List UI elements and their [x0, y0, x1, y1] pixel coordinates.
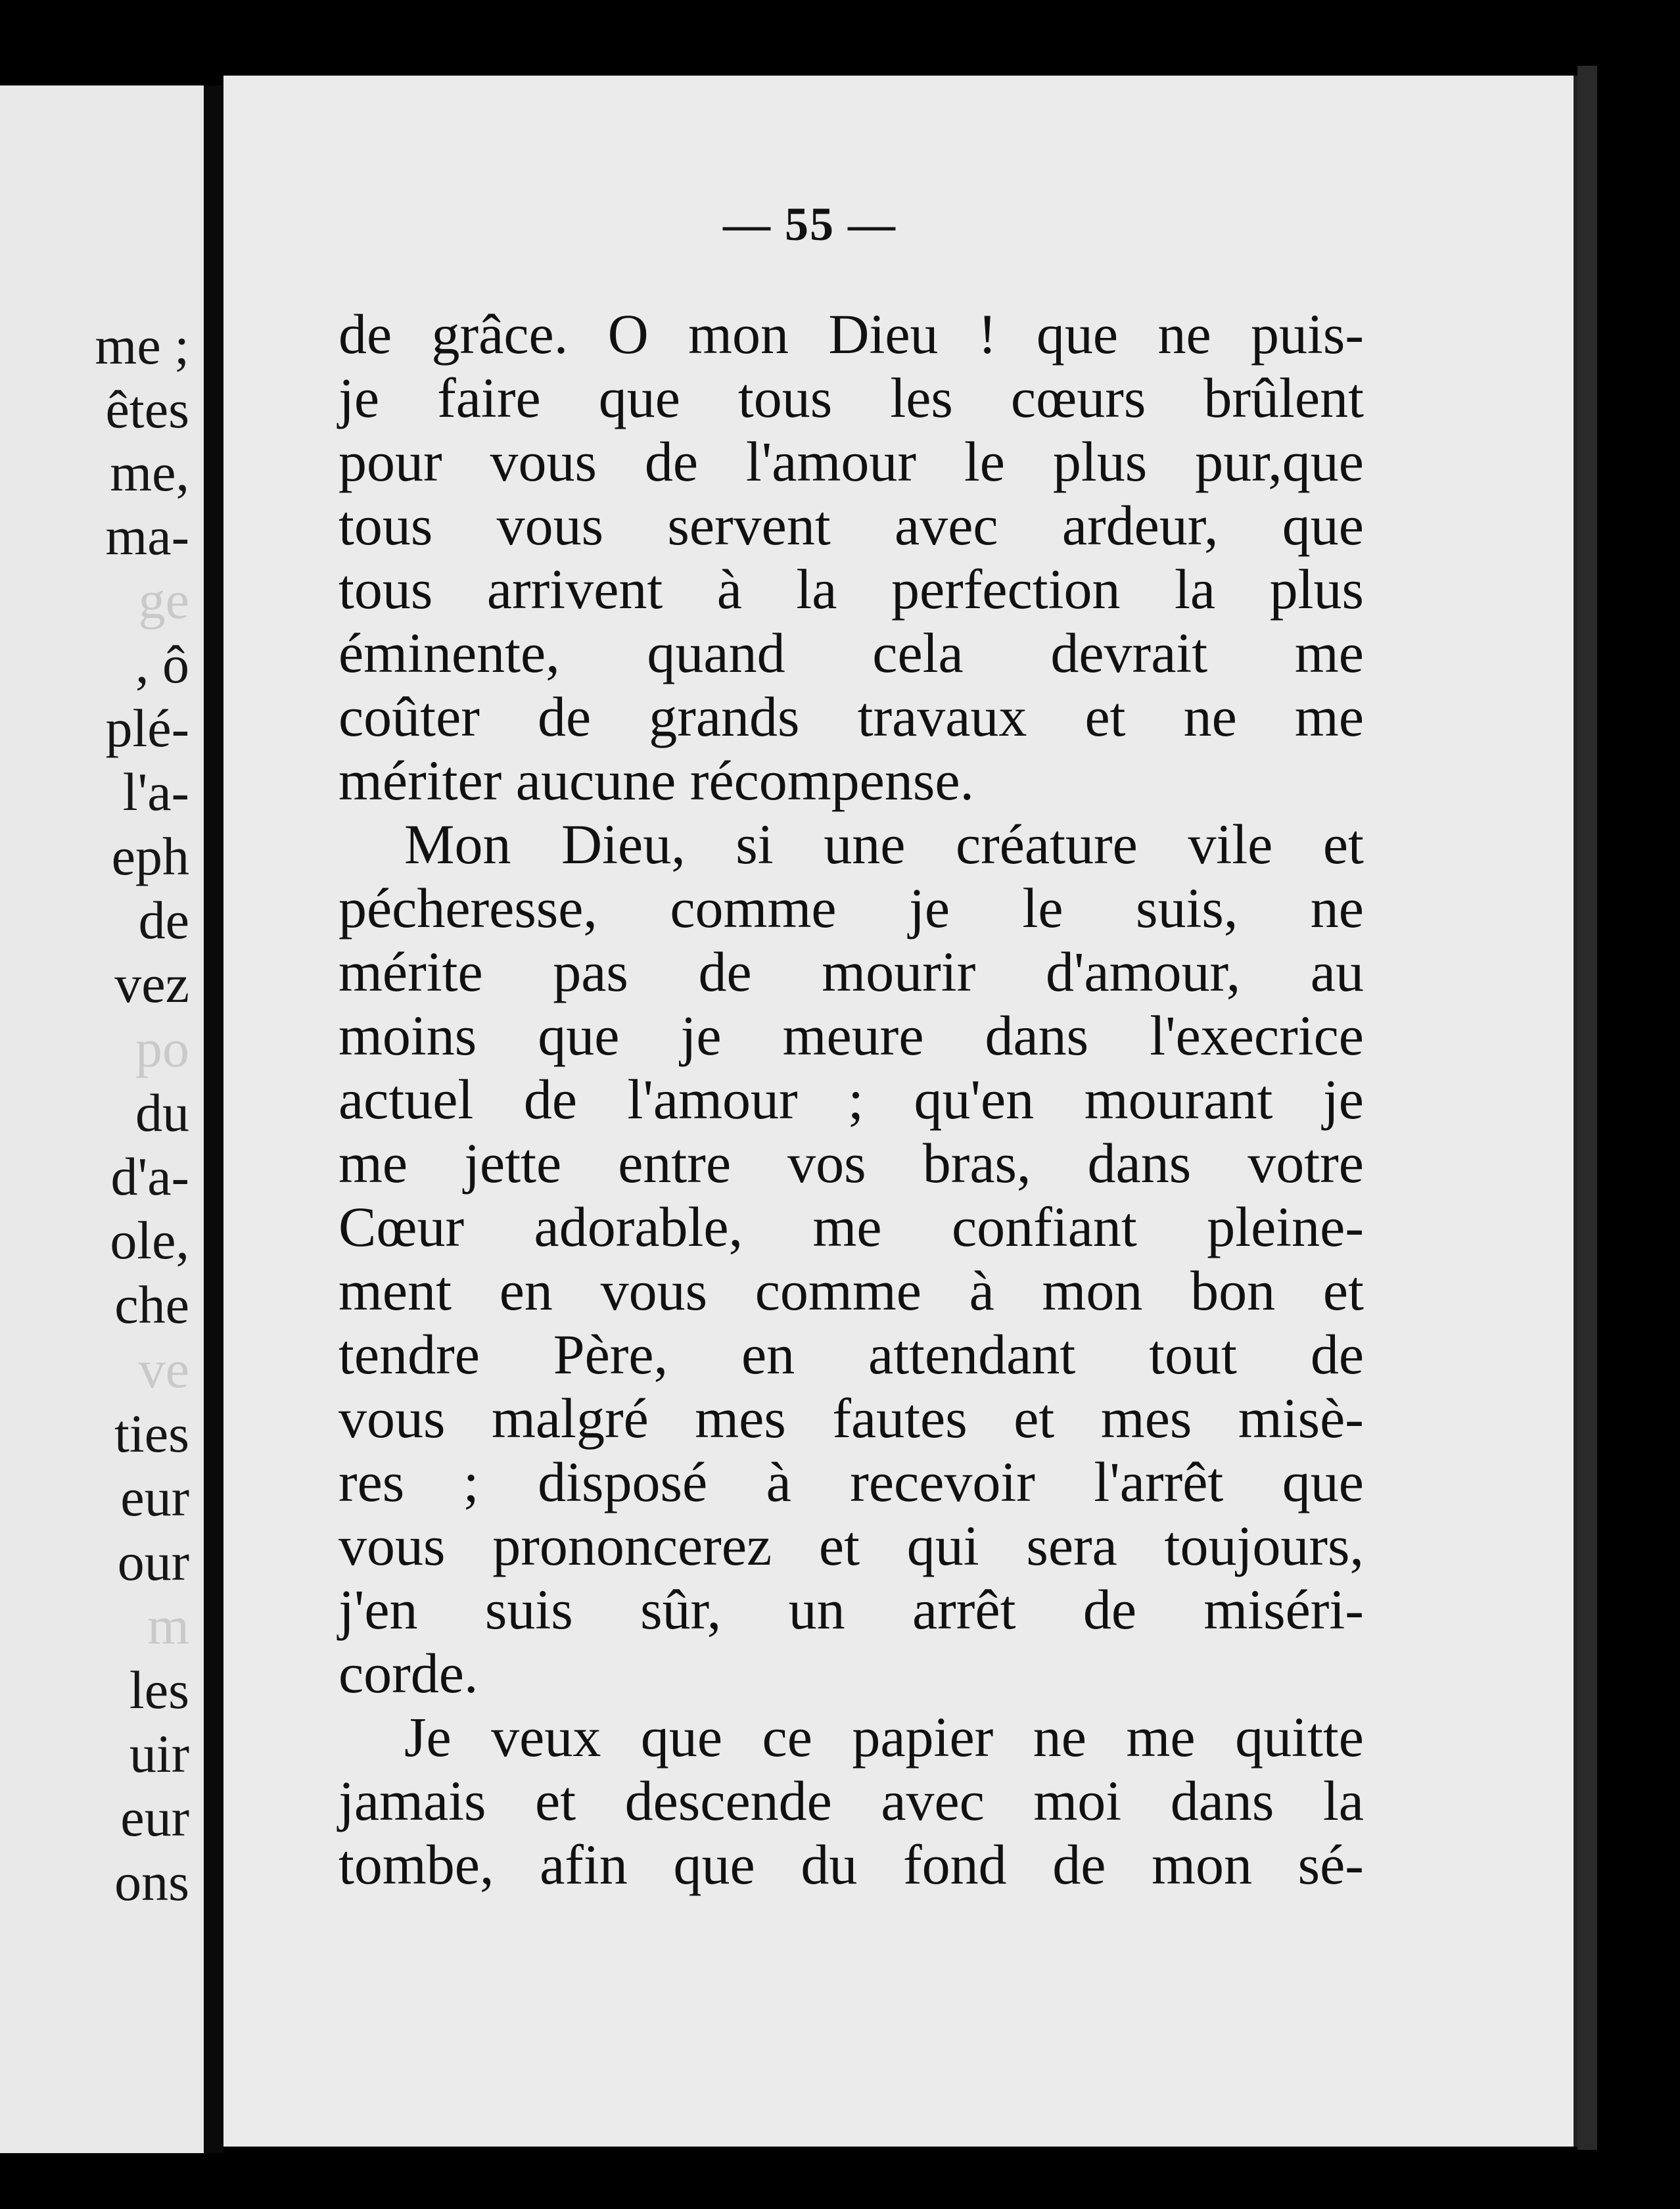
text-line: actuel de l'amour ; qu'en mourant je — [338, 1068, 1364, 1131]
left-page-line: du — [135, 1083, 189, 1143]
text-line: ment en vous comme à mon bon et — [338, 1259, 1364, 1322]
text-line: corde. — [338, 1642, 478, 1705]
text-line: Cœur adorable, me confiant pleine- — [338, 1195, 1364, 1258]
left-page-line: me ; — [95, 316, 189, 375]
text-line: jamais et descende avec moi dans la — [338, 1769, 1364, 1832]
text-line: moins que je meure dans l'execrice — [338, 1004, 1364, 1067]
book-gutter — [204, 85, 223, 2153]
left-page-line: êtes — [105, 379, 189, 439]
text-line: Mon Dieu, si une créature vile et — [404, 813, 1364, 876]
page-edge — [1577, 66, 1597, 2150]
left-page-line: plé- — [105, 698, 189, 758]
text-line: mériter aucune récompense. — [338, 749, 974, 812]
left-page-line: ma- — [105, 506, 189, 566]
left-page-line: uir — [129, 1724, 189, 1784]
left-page-line: our — [117, 1532, 189, 1592]
text-line: res ; disposé à recevoir l'arrêt que — [338, 1450, 1364, 1513]
left-page-line: d'a- — [110, 1147, 189, 1206]
left-page-line: les — [129, 1660, 189, 1720]
text-line: vous malgré mes fautes et mes misè- — [338, 1387, 1364, 1450]
left-page-line: eph — [111, 826, 189, 886]
text-line: tombe, afin que du fond de mon sé- — [338, 1833, 1364, 1896]
text-line: mérite pas de mourir d'amour, au — [338, 940, 1364, 1003]
previous-page-fragment — [0, 85, 204, 2153]
left-page-line: che — [114, 1275, 189, 1335]
page-number: — 55 — — [723, 198, 897, 250]
left-page-line: ons — [114, 1852, 189, 1912]
left-page-line: ge — [138, 570, 189, 630]
left-page-line: me, — [110, 442, 189, 502]
left-page-line: vez — [114, 954, 189, 1014]
left-page-line: po — [135, 1018, 189, 1078]
left-page-line: , ô — [135, 634, 189, 694]
left-page-line: de — [138, 890, 189, 950]
text-line: me jette entre vos bras, dans votre — [338, 1131, 1364, 1195]
text-line: pécheresse, comme je le suis, ne — [338, 876, 1364, 939]
text-line: tous arrivent à la perfection la plus — [338, 558, 1364, 621]
left-page-line: ole, — [110, 1210, 189, 1270]
text-line: de grâce. O mon Dieu ! que ne puis- — [338, 302, 1364, 366]
text-line: tendre Père, en attendant tout de — [338, 1323, 1364, 1386]
text-line: tous vous servent avec ardeur, que — [338, 494, 1364, 557]
left-page-line: ties — [114, 1404, 189, 1463]
left-page-line: eur — [120, 1788, 189, 1847]
text-line: Je veux que ce papier ne me quitte — [404, 1705, 1364, 1769]
text-line: éminente, quand cela devrait me — [338, 621, 1364, 684]
left-page-line: eur — [120, 1467, 189, 1527]
left-page-line: l'a- — [122, 762, 189, 822]
page-body-text — [338, 302, 1364, 1897]
left-page-line: ve — [138, 1339, 189, 1399]
text-line: pour vous de l'amour le plus pur,que — [338, 430, 1364, 493]
text-line: j'en suis sûr, un arrêt de miséri- — [338, 1578, 1364, 1641]
text-line: je faire que tous les cœurs brûlent — [338, 366, 1364, 429]
text-line: vous prononcerez et qui sera toujours, — [338, 1514, 1364, 1577]
left-page-line: m — [147, 1596, 189, 1655]
text-line: coûter de grands travaux et ne me — [338, 685, 1364, 748]
